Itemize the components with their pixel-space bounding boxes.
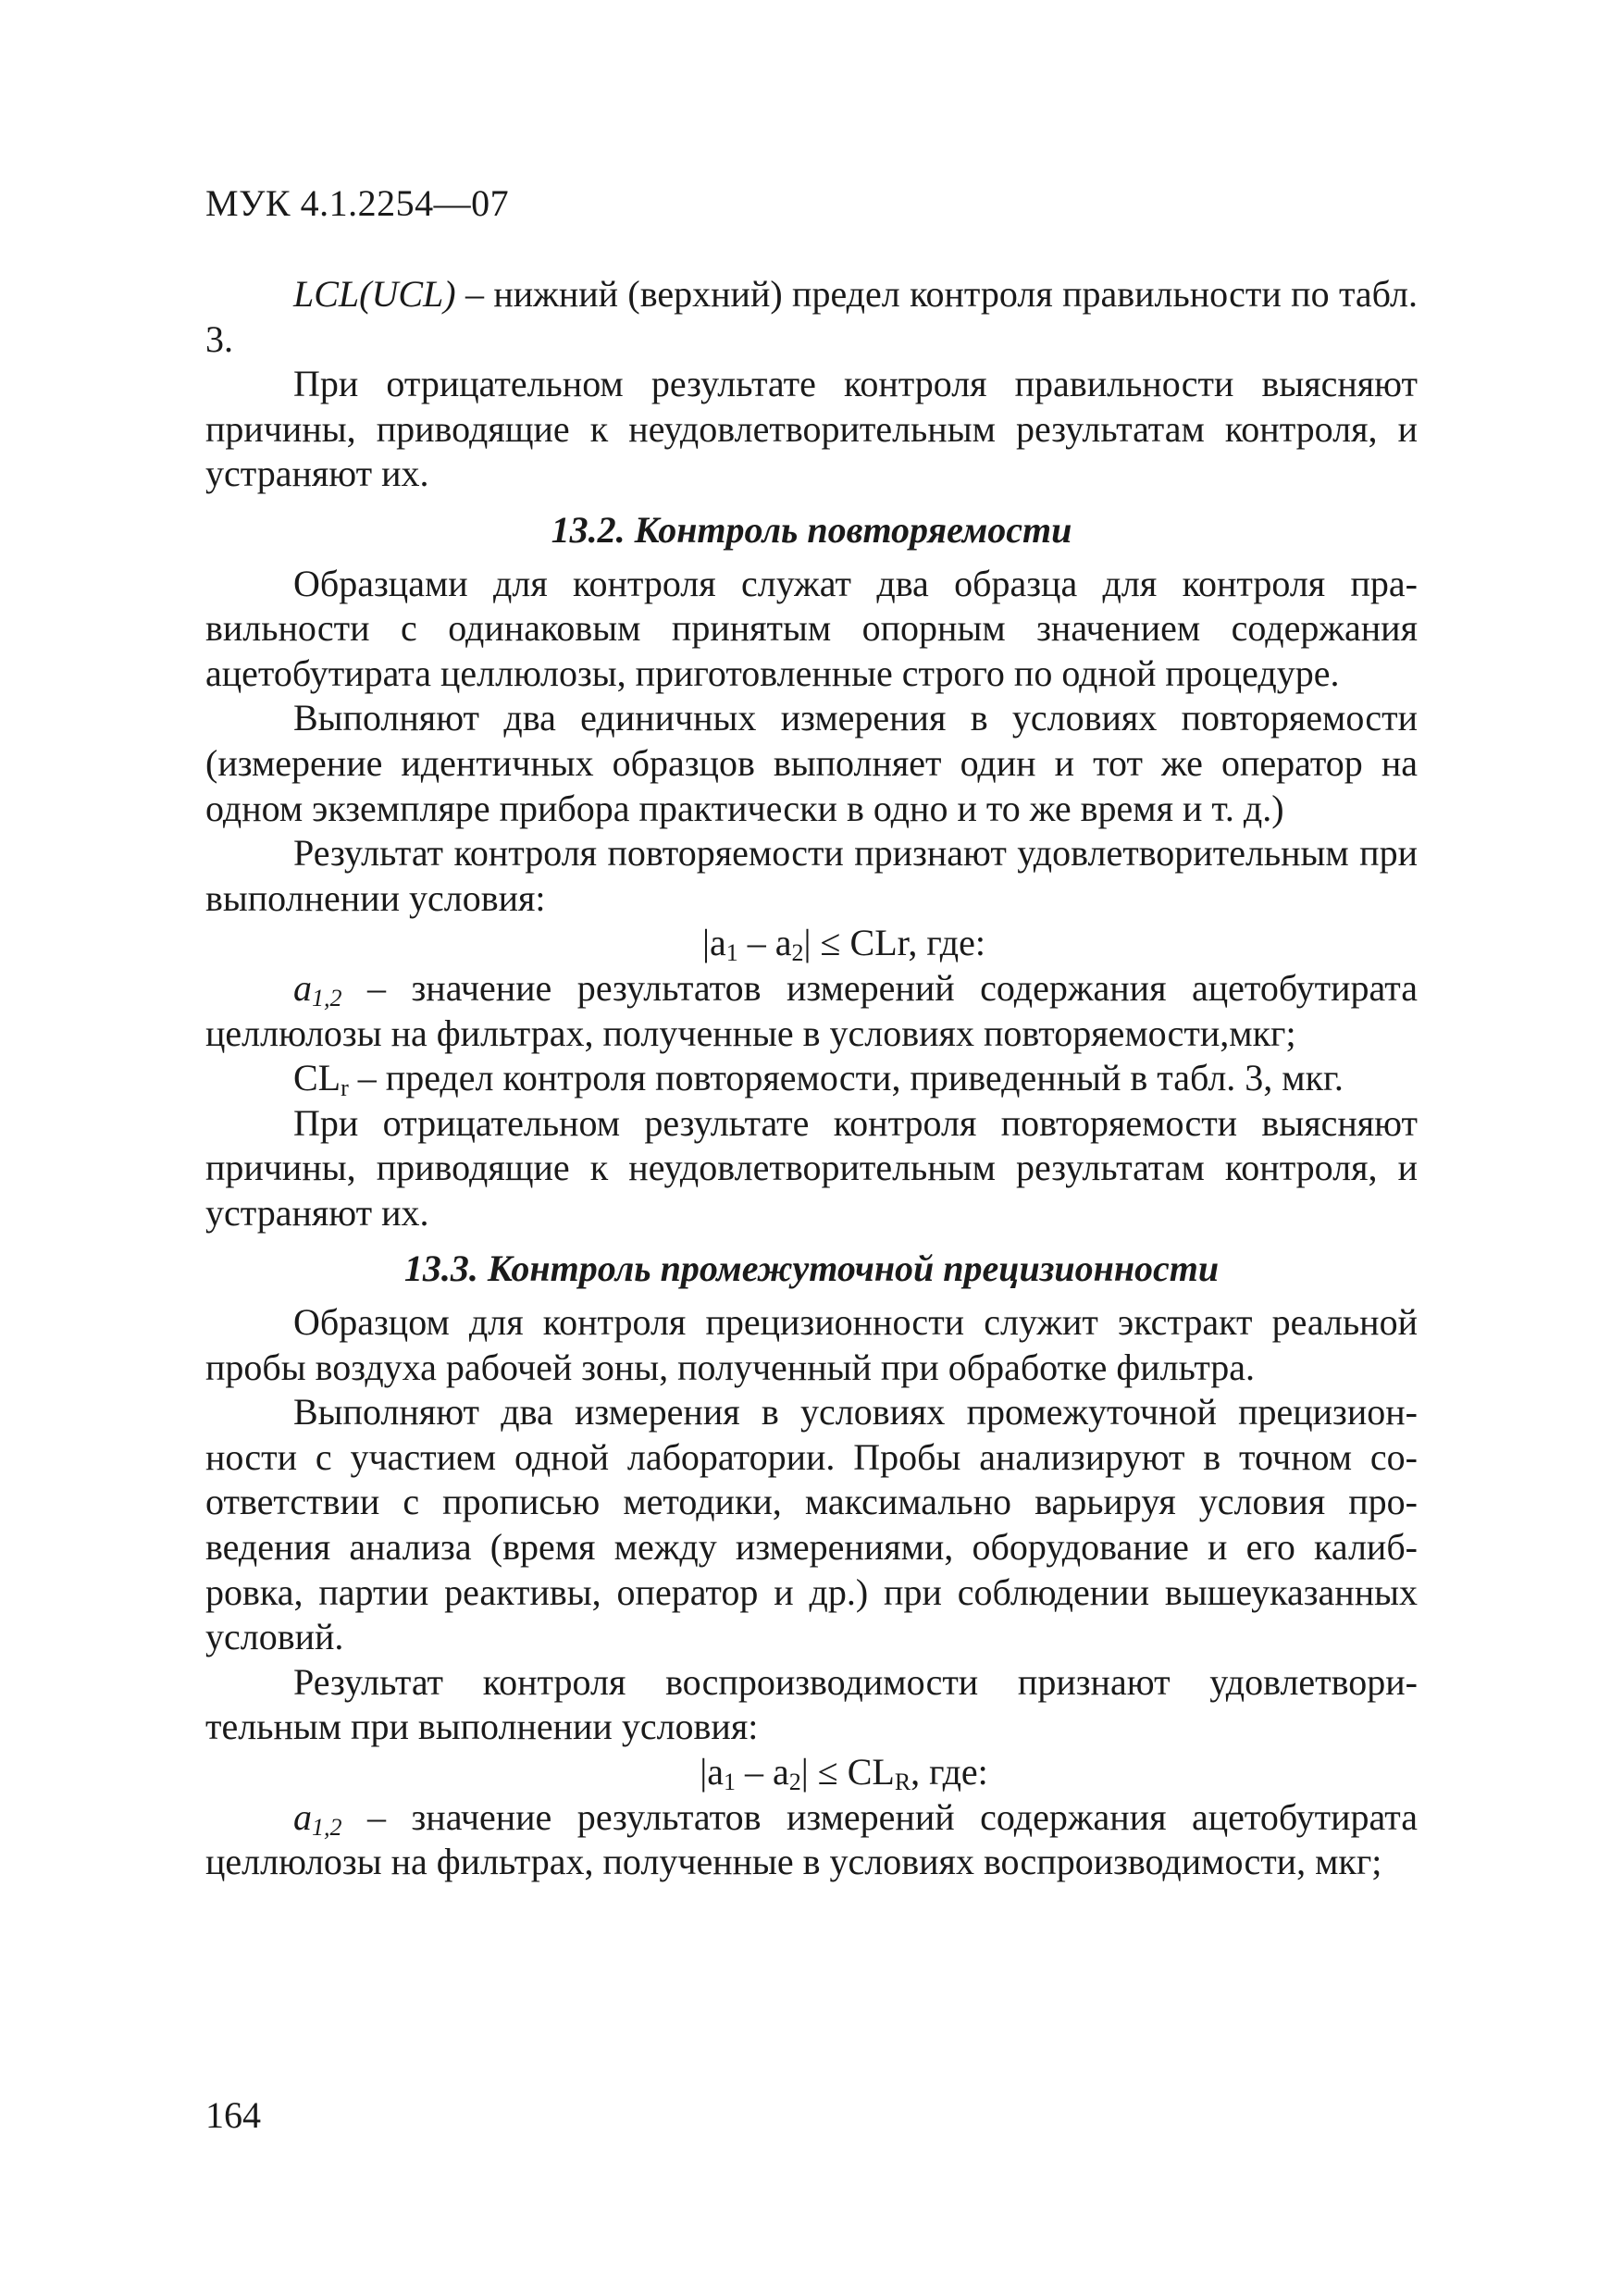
paragraph-reproducibility-condition: Результат контроля воспроизводимости признают удовлетворительным при выполнении условия: [205, 1660, 1418, 1748]
lcl-ucl-term: LCL(UCL) [293, 273, 456, 315]
formula-part: | ≤ CL [800, 1751, 895, 1793]
formula-part: – a [735, 1751, 789, 1793]
paragraph-repeatability-samples: Образцами для контроля служат два образца для контроля правильности с одинаковым принятым опорным значением содержания ацетобутирата целлюлозы, приготовленные строго по одной процедуре. [205, 562, 1418, 694]
formula-subscript: 2 [788, 1769, 801, 1795]
symbol-subscript-text: 1,2 [312, 1813, 342, 1841]
lcl-ucl-text: – нижний (верхний) предел контроля правильности по табл. 3. [205, 273, 1418, 360]
paragraph-repeatability-measurements: Выполняют два единичных измерения в условиях повторяемости (измерение идентичных образцов выполняет один и тот же оператор на одном экземпляре прибора практически в одно и то же время и т. д.) [205, 697, 1418, 829]
symbol-subscript [312, 1814, 342, 1841]
definition-lcl-ucl [205, 272, 1418, 362]
paragraph-repeatability-condition: Результат контроля повторяемости признают удовлетворительным при выполнении условия: [205, 832, 1418, 919]
section-heading-13-3: 13.3. Контроль промежуточной прецизионности [403, 1247, 1220, 1290]
definition-a12-repeatability [205, 966, 1418, 1056]
document-code-header: МУК 4.1.2254—07 [205, 182, 510, 224]
formula-part: | ≤ CLr, где: [803, 922, 985, 964]
formula-repeatability [205, 921, 1418, 966]
formula-subscript: 1 [723, 1769, 736, 1795]
formula-subscript: 2 [791, 939, 804, 967]
paragraph-precision-measurements: Выполняют два измерения в условиях промежуточной прецизионности с участием одной лаборатории. Пробы анализируют в точном соответствии с прописью методики, максимально варьируя условия проведения анализа (время между измерениями, оборудование и его калибровка, партии реактивы, оператор и др.) при соблюдении вышеуказанных условий. [205, 1391, 1418, 1658]
formula-reproducibility [205, 1750, 1418, 1795]
paragraph-trueness-negative: При отрицательном результате контроля правильности выясняют причины, приводящие к неудовлетворительным результатам контроля, и устраняют их. [205, 363, 1418, 495]
symbol-a: a [293, 966, 312, 1009]
formula-part: , где: [911, 1751, 988, 1793]
page-body [205, 272, 1418, 1885]
formula-subscript: R [894, 1769, 911, 1795]
formula-part: – a [737, 922, 792, 964]
symbol-subscript [312, 985, 342, 1011]
definition-text: – предел контроля повторяемости, приведенный в табл. 3, мкг. [348, 1057, 1344, 1099]
definition-text: – значение результатов измерений содержания ацетобутирата целлюлозы на фильтрах, полученные в условиях повторяемости,мкг; [205, 966, 1418, 1054]
symbol-a: a [293, 1795, 312, 1838]
definition-a12-reproducibility [205, 1795, 1418, 1885]
paragraph-precision-sample: Образцом для контроля прецизионности служит экстракт реальной пробы воздуха рабочей зоны, полученный при обработке фильтра. [205, 1301, 1418, 1388]
formula-subscript: 1 [725, 939, 738, 967]
formula-part: |a [702, 922, 726, 964]
definition-text: – значение результатов измерений содержания ацетобутирата целлюлозы на фильтрах, полученные в условиях воспроизводимости, мкг; [205, 1795, 1418, 1883]
page-number: 164 [205, 2094, 261, 2136]
symbol-subscript: r [341, 1074, 349, 1102]
symbol-cl: CL [293, 1057, 341, 1099]
formula-part: |a [700, 1751, 724, 1793]
paragraph-repeatability-negative: При отрицательном результате контроля повторяемости выясняют причины, приводящие к неудовлетворительным результатам контроля, и устраняют их. [205, 1101, 1418, 1234]
section-heading-13-2: 13.2. Контроль повторяемости [551, 508, 1072, 551]
definition-clr [205, 1056, 1418, 1101]
symbol-subscript-text: 1,2 [312, 984, 342, 1011]
